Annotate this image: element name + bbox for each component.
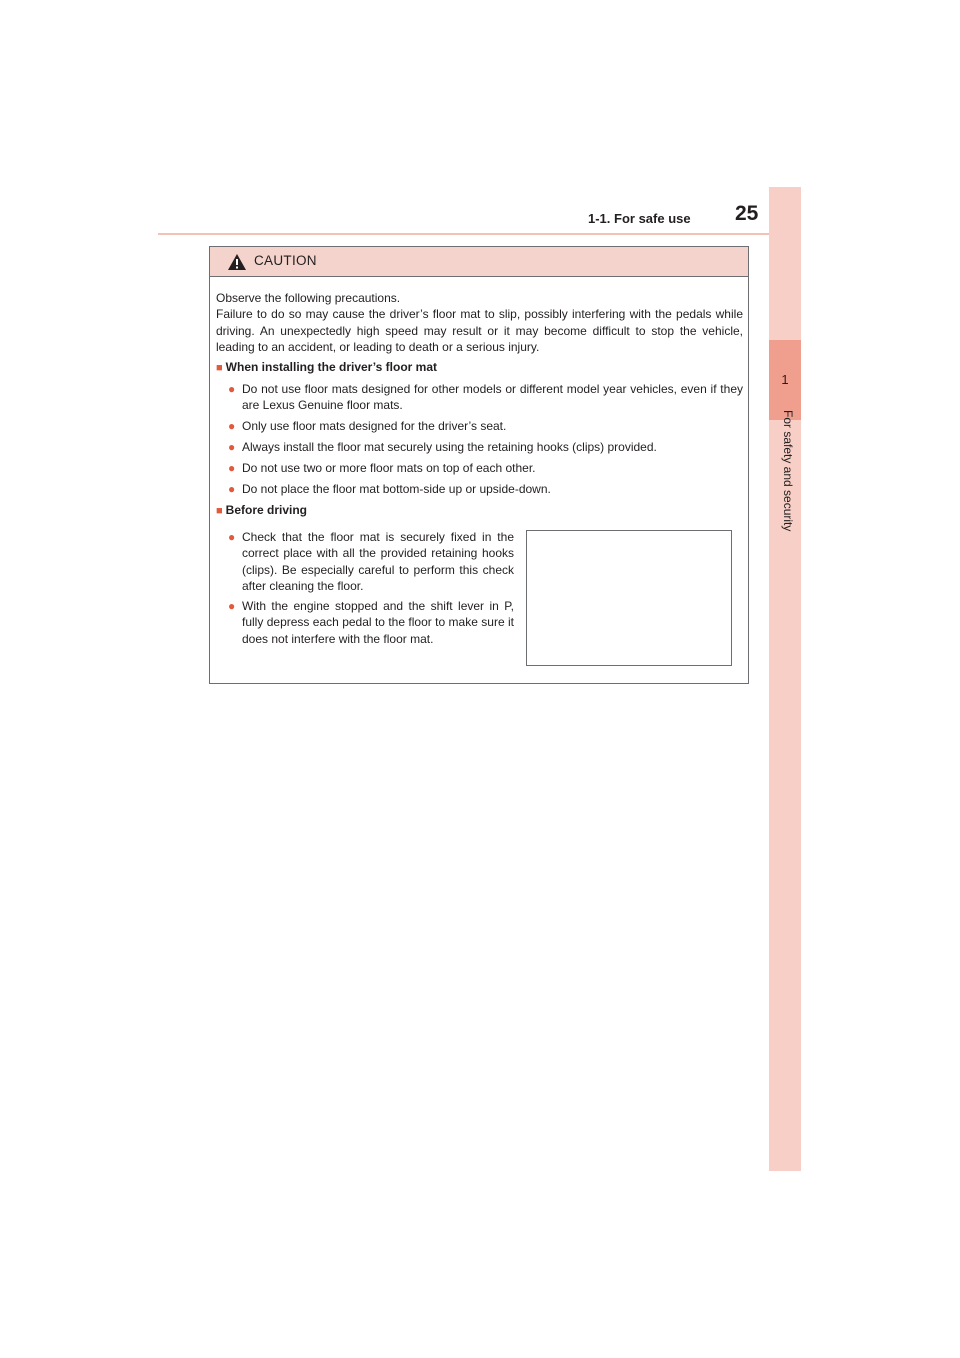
header-rule bbox=[158, 233, 800, 235]
chapter-number: 1 bbox=[781, 372, 789, 387]
page-number: 25 bbox=[735, 202, 759, 225]
floor-mat-illustration bbox=[526, 530, 732, 666]
warning-triangle-icon bbox=[227, 253, 247, 271]
list-item: ● Always install the floor mat securely using the retaining hooks (clips) provided. bbox=[228, 440, 657, 454]
round-bullet-icon: ● bbox=[228, 599, 236, 613]
list-item: ● Do not place the floor mat bottom-side up or upside-down. bbox=[228, 482, 551, 496]
round-bullet-icon: ● bbox=[228, 419, 236, 433]
caution-header bbox=[210, 247, 748, 277]
section-title: 1-1. For safe use bbox=[588, 211, 691, 226]
list-item: ● Do not use floor mats designed for other models or different model year vehicles, even if they are Lexus Genuine floor mats. bbox=[228, 382, 743, 413]
intro-line-1: Observe the following precautions. bbox=[216, 291, 401, 305]
round-bullet-icon: ● bbox=[228, 461, 236, 475]
list-item: ● Check that the floor mat is securely fixed in the correct place with all the provided retaining hooks (clips). Be especially careful to perform this check after cleaning the floor. bbox=[228, 530, 514, 593]
square-bullet-icon: ■ bbox=[216, 505, 223, 517]
round-bullet-icon: ● bbox=[228, 482, 236, 496]
chapter-label: For safety and security bbox=[781, 410, 795, 532]
list-item: ● With the engine stopped and the shift lever in P, fully depress each pedal to the floor to make sure it does not interfere with the floor mat. bbox=[228, 599, 514, 646]
caution-intro bbox=[216, 290, 743, 355]
list-item: ● Do not use two or more floor mats on top of each other. bbox=[228, 461, 536, 475]
caution-title: CAUTION bbox=[254, 253, 317, 268]
square-bullet-icon: ■ bbox=[216, 362, 223, 374]
side-chapter-strip bbox=[769, 187, 801, 1171]
round-bullet-icon: ● bbox=[228, 530, 236, 544]
round-bullet-icon: ● bbox=[228, 440, 236, 454]
section-heading-installing: ■ When installing the driver’s floor mat bbox=[216, 360, 438, 374]
list-item: ● Only use floor mats designed for the driver’s seat. bbox=[228, 419, 507, 433]
intro-line-2: Failure to do so may cause the driver’s floor mat to slip, possibly interfering with the pedals while driving. An unexpectedly high speed may result or it may become difficult to stop the vehicle, leading to an accident, or leading to death or a serious injury. bbox=[216, 307, 743, 354]
section-heading-before-driving: ■ Before driving bbox=[216, 503, 308, 517]
round-bullet-icon: ● bbox=[228, 382, 236, 396]
caution-box bbox=[209, 246, 749, 684]
